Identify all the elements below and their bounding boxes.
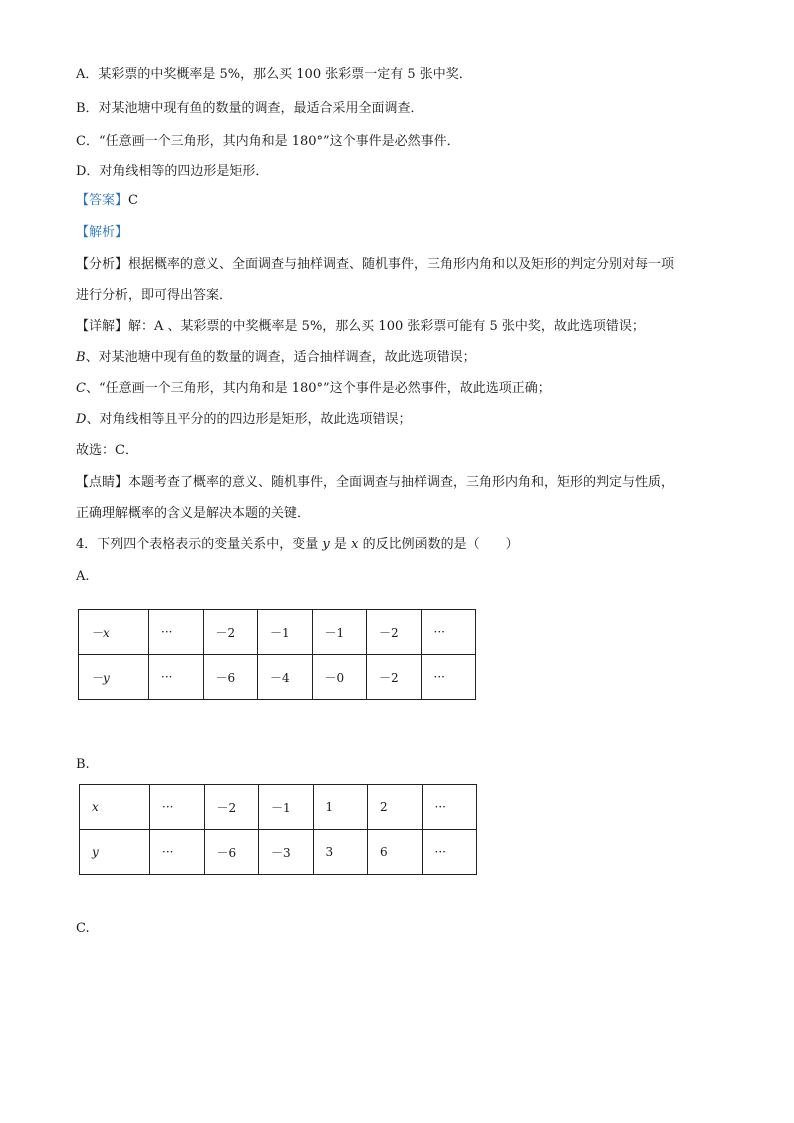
table-cell: 2: [368, 785, 423, 830]
detail-line-b: [76, 349, 476, 367]
fenxi-line-2: 进行分析，即可得出答案．: [76, 288, 233, 303]
question-4-y: y: [322, 537, 330, 552]
table-cell: －1: [312, 610, 367, 655]
table-cell: －2: [367, 610, 422, 655]
question-4-prefix: 4．下列四个表格表示的变量关系中，变量: [76, 537, 319, 552]
table-cell: ···: [149, 655, 204, 700]
analysis-heading: [76, 224, 128, 242]
detail-line-d: [76, 411, 411, 429]
dianjing-line-1: [76, 474, 674, 492]
choice-label-b: B.: [76, 757, 90, 772]
table-cell: 1: [313, 785, 368, 830]
table-row: [80, 830, 477, 875]
option-b: B．对某池塘中现有鱼的数量的调查，最适合采用全面调查．: [76, 101, 424, 116]
dianjing-tag: 【点睛】: [76, 475, 129, 490]
question-4: [76, 536, 519, 554]
table-cell: －1: [258, 610, 313, 655]
table-cell: 6: [368, 830, 423, 875]
detail-text-b: 、对某池塘中现有鱼的数量的调查，适合抽样调查，故此选项错误；: [85, 350, 476, 365]
option-c: C．“任意画一个三角形，其内角和是 180°”这个事件是必然事件．: [76, 134, 460, 149]
detail-line-c: [76, 380, 551, 398]
table-cell: －2: [204, 785, 259, 830]
fenxi-text-1: 根据概率的意义、全面调查与抽样调查、随机事件，三角形内角和以及矩形的判定分别对每一项: [128, 257, 675, 272]
table-cell: ···: [422, 785, 477, 830]
table-cell: －4: [258, 655, 313, 700]
question-4-mid: 是: [333, 537, 347, 552]
table-cell: y: [80, 830, 150, 875]
table-row: [79, 655, 476, 700]
table-cell: －x: [79, 610, 149, 655]
table-cell: －y: [79, 655, 149, 700]
table-a: [78, 609, 476, 700]
table-row: [79, 610, 476, 655]
fenxi-tag: 【分析】: [76, 257, 129, 272]
table-row: [80, 785, 477, 830]
table-cell: ···: [150, 785, 205, 830]
table-cell: －3: [259, 830, 314, 875]
table-b: [79, 784, 477, 875]
detail-text-c: 、“任意画一个三角形，其内角和是 180°”这个事件是必然事件，故此选项正确；: [85, 381, 551, 396]
option-d: D．对角线相等的四边形是矩形．: [76, 164, 269, 179]
fenxi-line-1: [76, 256, 674, 274]
table-cell: －1: [259, 785, 314, 830]
answer-value: C: [128, 193, 138, 208]
detail-tag: 【详解】: [76, 319, 129, 334]
detail-letter-b: B: [76, 350, 86, 365]
answer-tag: 【答案】: [76, 193, 129, 208]
question-4-suffix: 的反比例函数的是（ ）: [362, 537, 519, 552]
detail-text-a: 解：A 、某彩票的中奖概率是 5%，那么买 100 张彩票可能有 5 张中奖，故此选项错误；: [128, 319, 645, 334]
table-cell: ···: [421, 610, 476, 655]
question-4-x: x: [351, 537, 359, 552]
option-a: A．某彩票的中奖概率是 5%，那么买 100 张彩票一定有 5 张中奖．: [76, 67, 472, 82]
table-cell: －2: [367, 655, 422, 700]
detail-letter-c: C: [76, 381, 86, 396]
detail-text-d: 、对角线相等且平分的的四边形是矩形，故此选项错误；: [86, 412, 412, 427]
table-cell: x: [80, 785, 150, 830]
table-cell: ···: [421, 655, 476, 700]
table-cell: －2: [203, 610, 258, 655]
table-cell: －6: [203, 655, 258, 700]
analysis-tag: 【解析】: [76, 225, 129, 240]
choice-label-c: C.: [76, 921, 90, 936]
dianjing-line-2: 正确理解概率的含义是解决本题的关键．: [76, 506, 311, 521]
answer-line: [76, 192, 138, 210]
choice-label-a: A.: [76, 569, 90, 584]
dianjing-text-1: 本题考查了概率的意义、随机事件，全面调查与抽样调查，三角形内角和，矩形的判定与性质，: [128, 475, 675, 490]
conclusion: 故选：C．: [76, 443, 138, 458]
table-cell: －0: [312, 655, 367, 700]
table-cell: ···: [422, 830, 477, 875]
detail-letter-d: D: [76, 412, 87, 427]
table-cell: 3: [313, 830, 368, 875]
table-cell: －6: [204, 830, 259, 875]
detail-line-a: [76, 318, 645, 336]
table-cell: ···: [149, 610, 204, 655]
table-cell: ···: [150, 830, 205, 875]
